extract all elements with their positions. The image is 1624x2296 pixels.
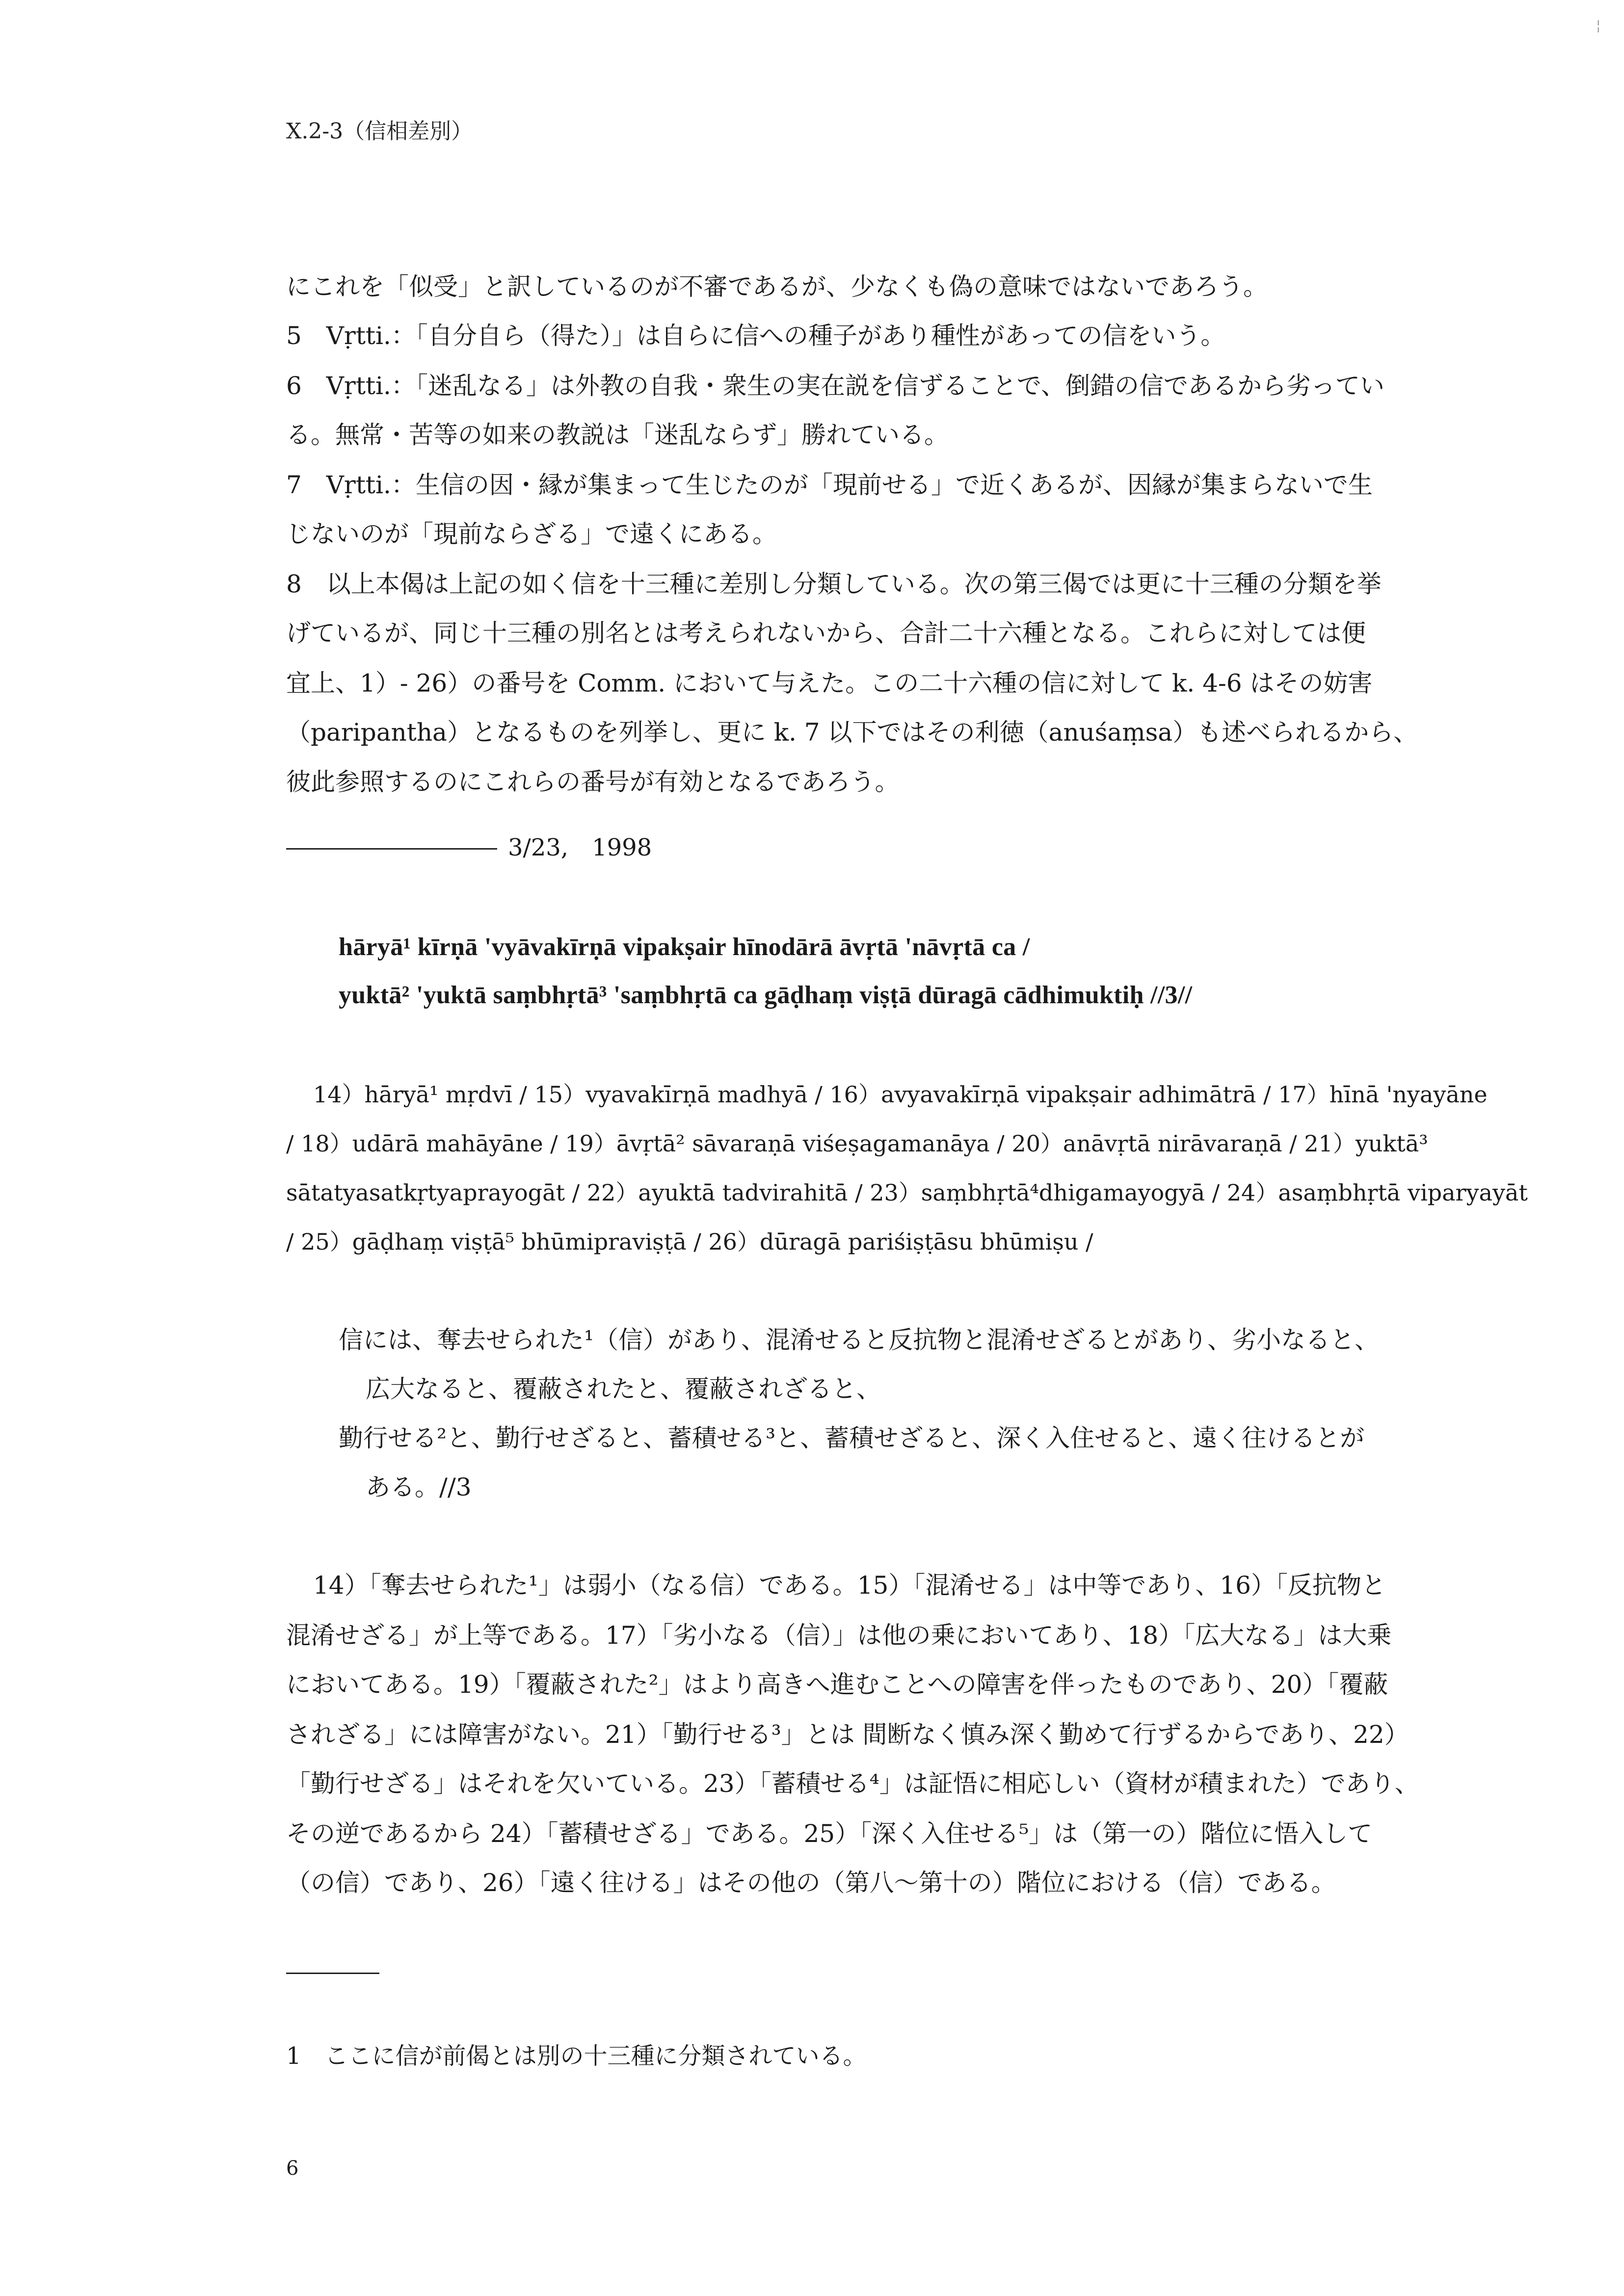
- sanskrit-verse-line: hāryā¹ kīrṇā 'vyāvakīrṇā vipakṣair hīnodārā āvṛtā 'nāvṛtā ca /: [339, 933, 1030, 961]
- note-line: 彼此参照するのにこれらの番号が有効となるであろう。: [286, 768, 900, 796]
- footnote-rule: [286, 1973, 379, 1974]
- sanskrit-verse-line: yuktā² 'yuktā saṃbhṛtā³ 'saṃbhṛtā ca gāḍhaṃ viṣṭā dūragā cādhimuktiḥ //3//: [339, 981, 1193, 1009]
- commentary-line: 14）hāryā¹ mṛdvī / 15）vyavakīrṇā madhyā / 16）avyavakīrṇā vipakṣair adhimātrā / 17）hīnā 'nyayāne: [313, 1081, 1488, 1108]
- commentary-line: / 25）gāḍhaṃ viṣṭā⁵ bhūmipraviṣṭā / 26）dūragā pariśiṣṭāsu bhūmiṣu /: [286, 1228, 1093, 1255]
- commentary-line: sātatyasatkṛtyaprayogāt / 22）ayuktā tadvirahitā / 23）saṃbhṛtā⁴dhigamayogyā / 24）asaṃbhṛtā viparyayāt: [286, 1179, 1528, 1206]
- note-line: 宜上、1）- 26）の番号を Comm. において与えた。この二十六種の信に対して k. 4-6 はその妨害: [286, 669, 1373, 697]
- translation-verse-line: 勤行せる²と、勤行せざると、蓄積せる³と、蓄積せざると、深く入住せると、遠く往けるとが: [339, 1424, 1365, 1452]
- note-line: にこれを「似受」と訳しているのが不審であるが、少なくも偽の意味ではないであろう。: [286, 272, 1268, 301]
- note-line: じないのが「現前ならざる」で遠くにある。: [286, 520, 777, 548]
- note-line: 6 Vṛtti.：「迷乱なる」は外教の自我・衆生の実在説を信ずることで、倒錯の信であるから劣ってい: [286, 372, 1384, 400]
- note-line: （paripantha）となるものを列挙し、更に k. 7 以下ではその利徳（anuśaṃsa）も述べられるから、: [286, 718, 1418, 747]
- date-rule: [286, 848, 497, 850]
- translation-commentary-line: 14）「奪去せられた¹」は弱小（なる信）である。15）「混淆せる」は中等であり、16）「反抗物と: [313, 1571, 1386, 1600]
- translation-commentary-line: 混淆せざる」が上等である。17）「劣小なる（信）」は他の乗においてあり、18）「広大なる」は大乗: [286, 1621, 1392, 1650]
- translation-verse-line: 広大なると、覆蔽されたと、覆蔽されざると、: [366, 1375, 881, 1403]
- translation-commentary-line: その逆であるから 24）「蓄積せざる」である。25）「深く入住せる⁵」は（第一の）階位に悟入して: [286, 1819, 1373, 1848]
- note-line: 5 Vṛtti.：「自分自ら（得た）」は自らに信への種子があり種性があっての信をいう。: [286, 321, 1225, 350]
- page-header: X.2-3（信相差別）: [286, 119, 473, 144]
- translation-verse-line: ある。//3: [366, 1473, 472, 1501]
- note-line: る。無常・苦等の如来の教説は「迷乱ならず」勝れている。: [286, 421, 949, 449]
- page-number: 6: [286, 2157, 299, 2180]
- note-line: 8 以上本偈は上記の如く信を十三種に差別し分類している。次の第三偈では更に十三種の分類を挙: [286, 570, 1382, 598]
- note-line: げているが、同じ十三種の別名とは考えられないから、合計二十六種となる。これらに対しては便: [286, 619, 1366, 647]
- footnote: 1 ここに信が前偈とは別の十三種に分類されている。: [286, 2042, 867, 2070]
- translation-verse-line: 信には、奪去せられた¹（信）があり、混淆せると反抗物と混淆せざるとがあり、劣小なると、: [339, 1326, 1380, 1354]
- date-stamp: 3/23, 1998: [508, 834, 652, 861]
- translation-commentary-line: においてある。19）「覆蔽された²」はより高きへ進むことへの障害を伴ったものであり、20）「覆蔽: [286, 1670, 1388, 1699]
- translation-commentary-line: （の信）であり、26）「遠く往ける」はその他の（第八～第十の）階位における（信）である。: [286, 1869, 1336, 1897]
- translation-commentary-line: 「勤行せざる」はそれを欠いている。23）「蓄積せる⁴」は証悟に相応しい（資材が積まれた）であり、: [286, 1769, 1419, 1798]
- note-line: 7 Vṛtti.：生信の因・縁が集まって生じたのが「現前せる」で近くあるが、因縁が集まらないで生: [286, 471, 1373, 499]
- translation-commentary-line: されざる」には障害がない。21）「勤行せる³」とは 間断なく慎み深く勤めて行ずるからであり、22）: [286, 1720, 1409, 1749]
- commentary-line: / 18）udārā mahāyāne / 19）āvṛtā² sāvaraṇā viśeṣagamanāya / 20）anāvṛtā nirāvaraṇā / 21）yuktā³: [286, 1130, 1428, 1157]
- margin-mark: ¦: [1596, 17, 1601, 33]
